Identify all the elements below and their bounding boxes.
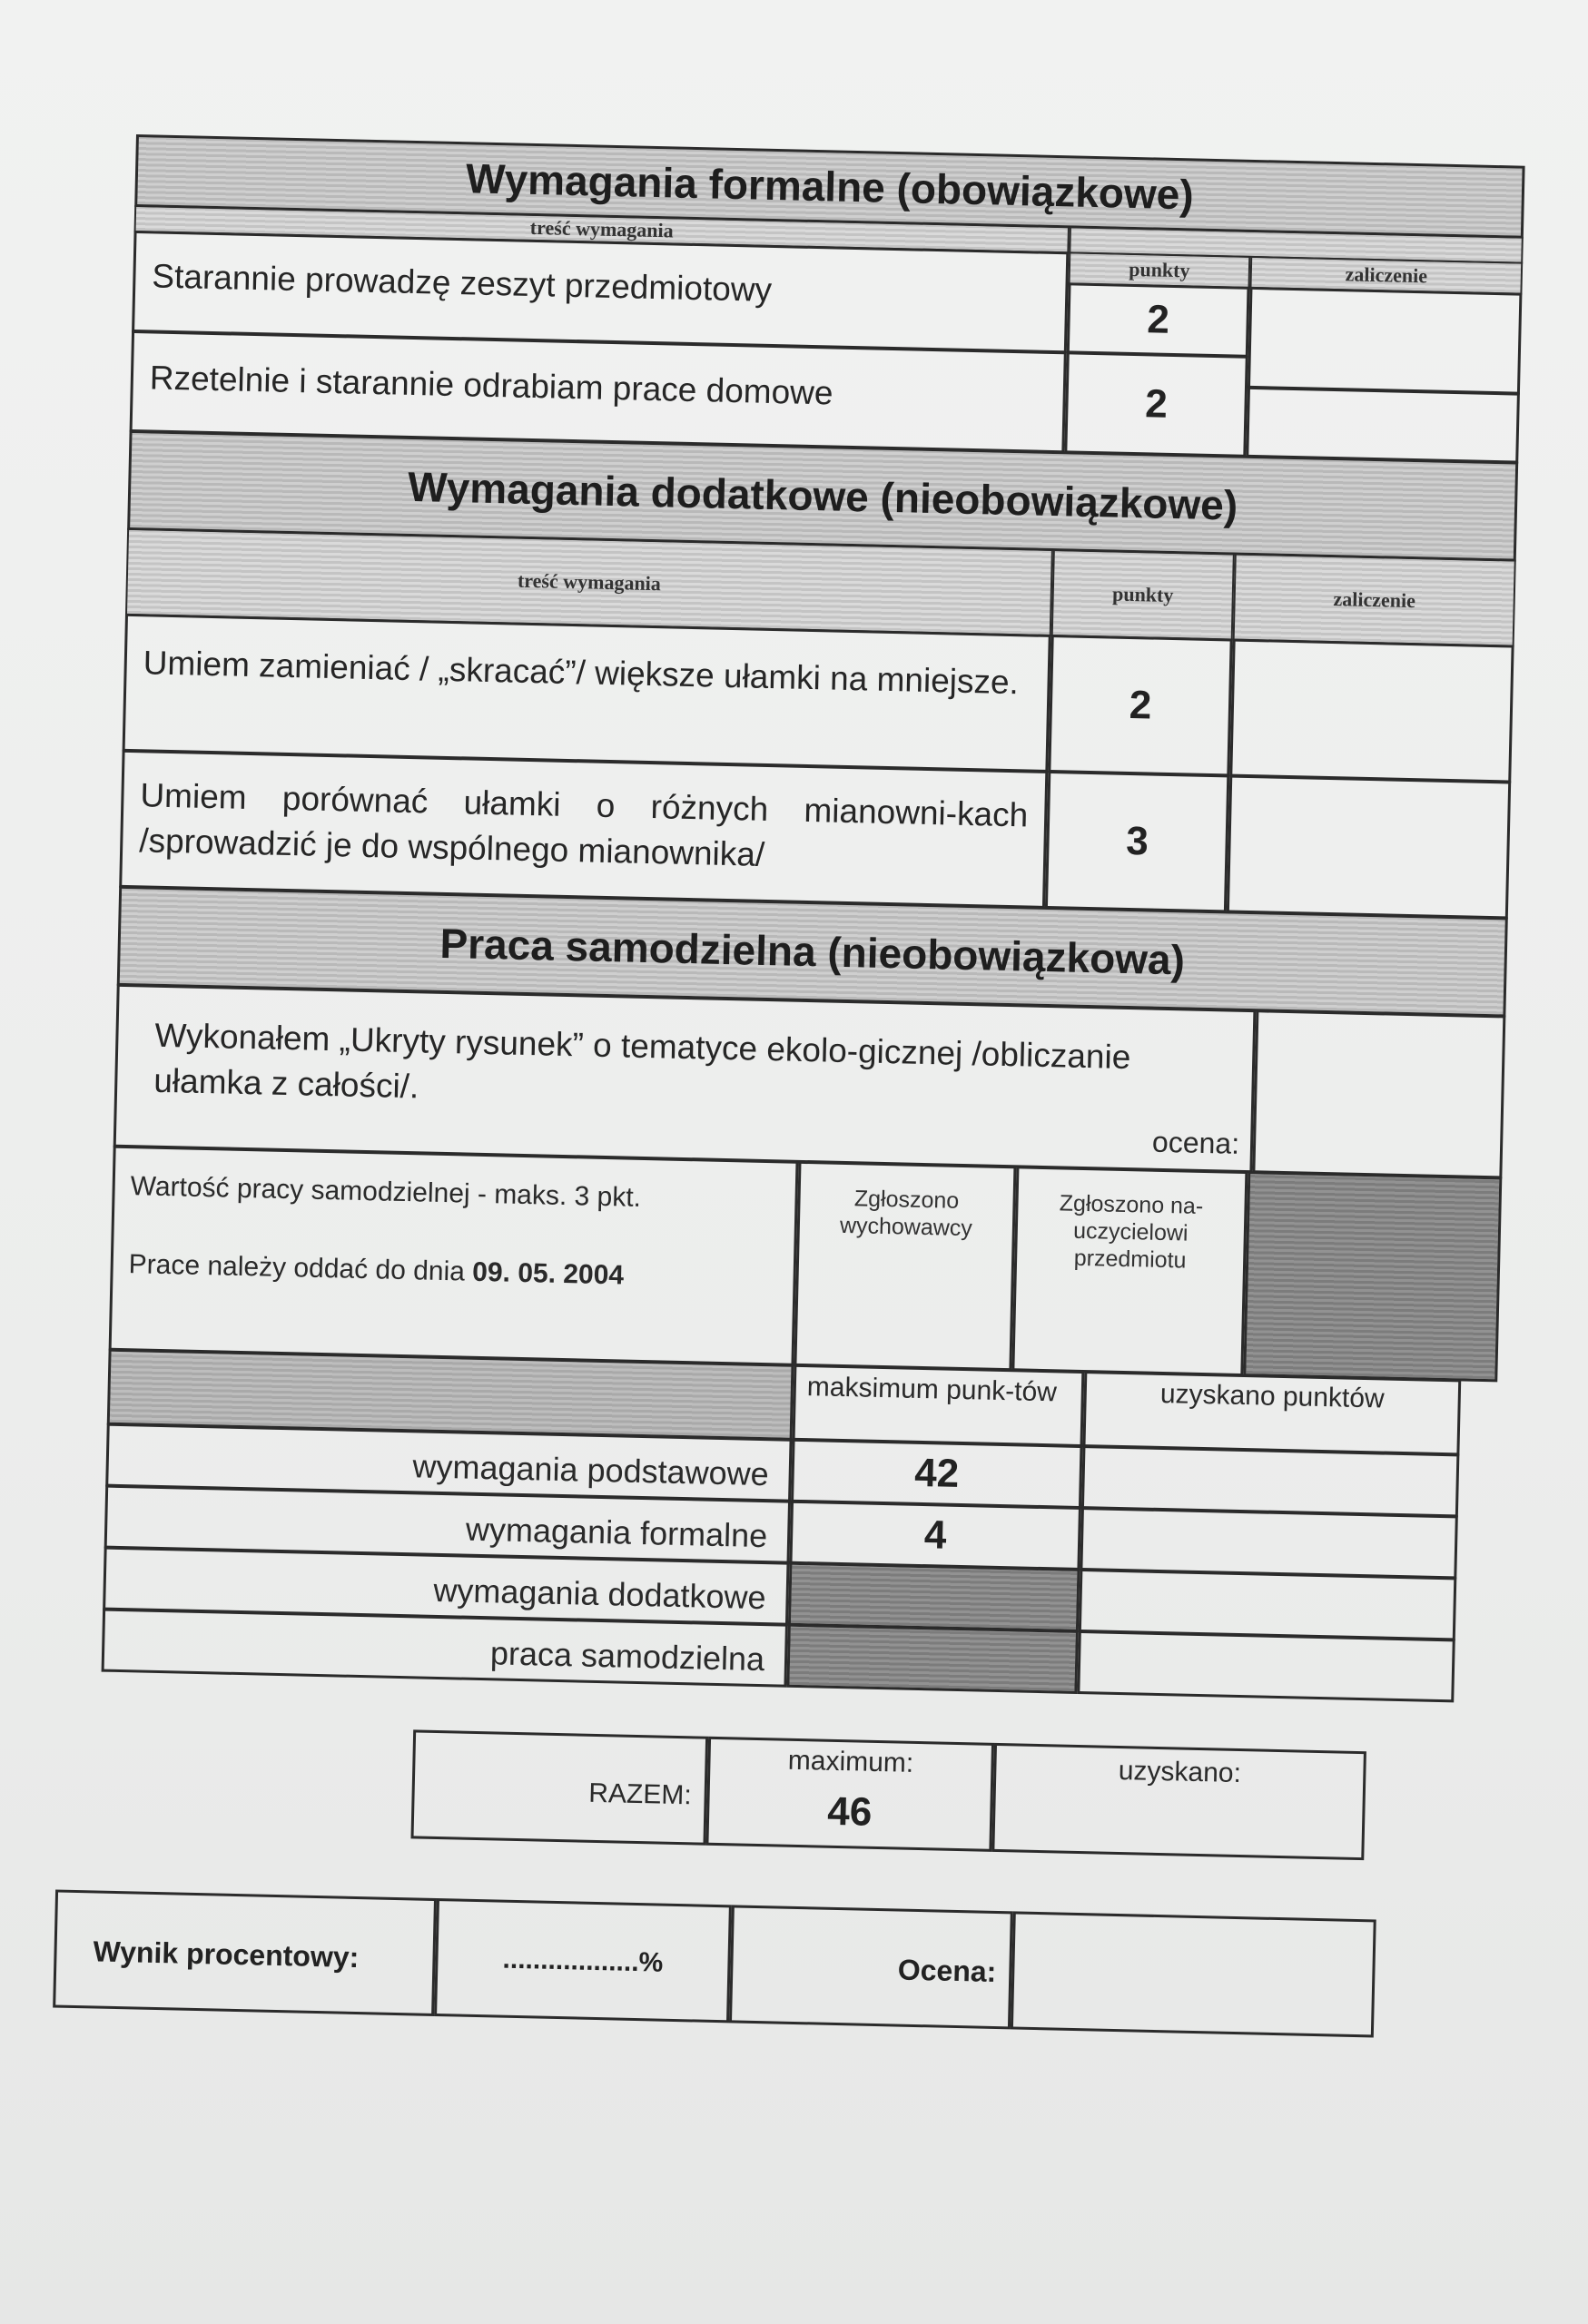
additional-row-1-points: 2 xyxy=(1048,635,1232,776)
summary-col-got: uzyskano punktów xyxy=(1082,1371,1461,1455)
additional-title: Wymagania dodatkowe (nieobowiązkowe) xyxy=(127,430,1518,562)
independent-title: Praca samodzielna (nieobowiązkowa) xyxy=(117,886,1508,1018)
formal-col-points: punkty xyxy=(1069,251,1251,289)
result-percent-field[interactable]: ..................% xyxy=(434,1898,732,2023)
total-max-label: maximum: xyxy=(787,1745,914,1778)
reported-teacher: Zgłoszono na-uczycielowi przedmiotu xyxy=(1011,1166,1248,1376)
summary-row-3-got[interactable] xyxy=(1079,1569,1456,1640)
summary-row-1-got[interactable] xyxy=(1081,1445,1459,1517)
result-percent-label: Wynik procentowy: xyxy=(53,1889,437,2015)
summary-row-2-max: 4 xyxy=(789,1501,1081,1571)
formal-row-1-points: 2 xyxy=(1067,282,1250,358)
total-got[interactable]: uzyskano: xyxy=(991,1743,1366,1860)
additional-row-2-text: Umiem porównać ułamki o różnych mianowni-kach /sprowadzić je do wspólnego mianownika/ xyxy=(119,750,1048,909)
additional-col-pass: zaliczenie xyxy=(1233,554,1516,647)
independent-deadline-prefix: Prace należy oddać do dnia xyxy=(128,1249,466,1287)
independent-grade-label: ocena: xyxy=(1151,1125,1240,1160)
formal-row-2-pass[interactable] xyxy=(1246,387,1520,464)
formal-row-2-points: 2 xyxy=(1064,351,1248,458)
additional-row-2-pass[interactable] xyxy=(1227,775,1511,920)
independent-deadline-date: 09. 05. 2004 xyxy=(471,1256,625,1291)
additional-col-req: treść wymagania xyxy=(125,528,1053,636)
summary-row-4-got[interactable] xyxy=(1077,1630,1455,1702)
summary-row-2-label: wymagania formalne xyxy=(104,1485,791,1564)
summary-row-3-label: wymagania dodatkowe xyxy=(103,1547,789,1626)
formal-col-req: treść wymagania xyxy=(134,205,1070,253)
result-grade-box[interactable] xyxy=(1011,1911,1376,2037)
additional-row-1-text: Umiem zamieniać / „skracać”/ większe ułamki na mniejsze. xyxy=(123,614,1051,773)
summary-row-4-label: praca samodzielna xyxy=(102,1609,788,1688)
independent-value-note: Wartość pracy samodzielnej - maks. 3 pkt. xyxy=(130,1171,642,1213)
summary-row-4-max xyxy=(786,1624,1079,1694)
formal-row-1-pass[interactable] xyxy=(1248,287,1522,395)
formal-col-pass: zaliczenie xyxy=(1249,256,1523,295)
reported-tutor: Zgłoszono wychowawcy xyxy=(794,1161,1016,1371)
additional-col-points: punkty xyxy=(1051,549,1235,641)
additional-row-1-pass[interactable] xyxy=(1229,639,1514,783)
grading-form xyxy=(93,134,1525,1989)
summary-col-max: maksimum punk-tów xyxy=(793,1364,1085,1447)
result-grade-label: Ocena: xyxy=(729,1905,1013,2029)
summary-row-1-label: wymagania podstawowe xyxy=(105,1423,792,1502)
independent-task: Wykonałem „Ukryty rysunek” o tematyce ekolo-gicznej /obliczanie ułamka z całości/. xyxy=(113,984,1257,1173)
additional-row-2-points: 3 xyxy=(1045,771,1229,912)
summary-row-3-max xyxy=(788,1562,1080,1632)
summary-row-1-max: 42 xyxy=(791,1439,1083,1509)
total-max-value: 46 xyxy=(826,1788,873,1835)
total-label: RAZEM: xyxy=(410,1729,708,1845)
formal-row-2-text: Rzetelnie i starannie odrabiam prace domowe xyxy=(130,330,1067,453)
formal-title: Wymagania formalne (obowiązkowe) xyxy=(134,134,1524,239)
independent-grade-box[interactable] xyxy=(1252,1009,1505,1178)
summary-row-2-got[interactable] xyxy=(1080,1507,1457,1579)
formal-row-1-text: Starannie prowadzę zeszyt przedmiotowy xyxy=(132,231,1069,353)
reported-shaded-cell xyxy=(1243,1171,1502,1382)
